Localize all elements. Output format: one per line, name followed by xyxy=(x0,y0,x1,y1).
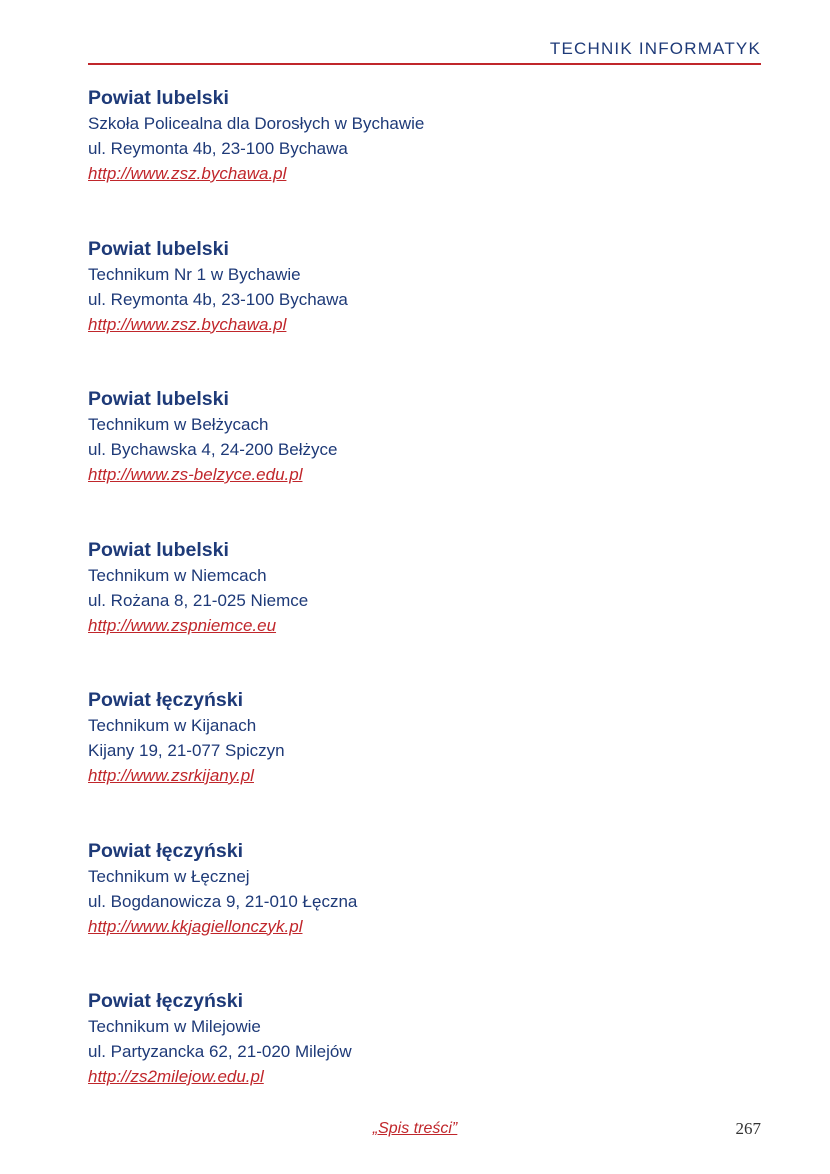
list-item xyxy=(88,85,761,236)
county-heading: Powiat lubelski xyxy=(88,388,229,410)
county-heading: Powiat łęczyński xyxy=(88,689,243,711)
school-address: ul. Reymonta 4b, 23-100 Bychawa xyxy=(88,289,348,309)
school-name: Technikum w Milejowie xyxy=(88,1017,261,1036)
school-list xyxy=(88,85,761,1139)
footer-toc-link-row xyxy=(0,1118,830,1140)
school-name: Technikum w Kijanach xyxy=(88,716,257,735)
school-website-link[interactable]: http://www.zspniemce.eu xyxy=(88,615,277,635)
county-heading: Powiat lubelski xyxy=(88,237,229,260)
school-address: ul. Reymonta 4b, 23-100 Bychawa xyxy=(88,139,348,158)
school-name: Szkoła Policealna dla Dorosłych w Bychawie xyxy=(88,114,425,133)
county-heading: Powiat łęczyński xyxy=(88,990,243,1012)
header-divider xyxy=(88,63,761,65)
school-website-link[interactable]: http://www.zsz.bychawa.pl xyxy=(88,164,287,183)
school-address: Kijany 19, 21-077 Spiczyn xyxy=(88,741,285,760)
school-website-link[interactable]: http://zs2milejow.edu.pl xyxy=(88,1067,264,1086)
page-number: 267 xyxy=(735,1119,761,1138)
county-heading: Powiat łęczyński xyxy=(88,839,243,862)
school-website-link[interactable]: http://www.kkjagiellonczyk.pl xyxy=(88,916,303,936)
school-website-link[interactable]: http://www.zsz.bychawa.pl xyxy=(88,314,287,334)
school-name: Technikum Nr 1 w Bychawie xyxy=(88,264,301,284)
table-of-contents-link[interactable]: „Spis treści” xyxy=(372,1120,458,1137)
school-address: ul. Rożana 8, 21-025 Niemce xyxy=(88,590,309,610)
school-address: ul. Partyzancka 62, 21-020 Milejów xyxy=(88,1042,352,1061)
list-item xyxy=(88,838,761,989)
list-item xyxy=(88,687,761,838)
school-address: ul. Bogdanowicza 9, 21-010 Łęczna xyxy=(88,891,358,911)
list-item xyxy=(88,988,761,1139)
school-name: Technikum w Bełżycach xyxy=(88,415,269,434)
list-item xyxy=(88,236,761,387)
running-header-title: TECHNIK INFORMATYK xyxy=(549,39,761,58)
county-heading: Powiat lubelski xyxy=(88,87,229,109)
school-website-link[interactable]: http://www.zs-belzyce.edu.pl xyxy=(88,465,303,484)
list-item xyxy=(88,386,761,537)
school-website-link[interactable]: http://www.zsrkijany.pl xyxy=(88,766,254,785)
county-heading: Powiat lubelski xyxy=(88,538,229,561)
school-address: ul. Bychawska 4, 24-200 Bełżyce xyxy=(88,440,338,459)
school-name: Technikum w Niemcach xyxy=(88,565,267,585)
list-item xyxy=(88,537,761,688)
school-name: Technikum w Łęcznej xyxy=(88,866,250,886)
